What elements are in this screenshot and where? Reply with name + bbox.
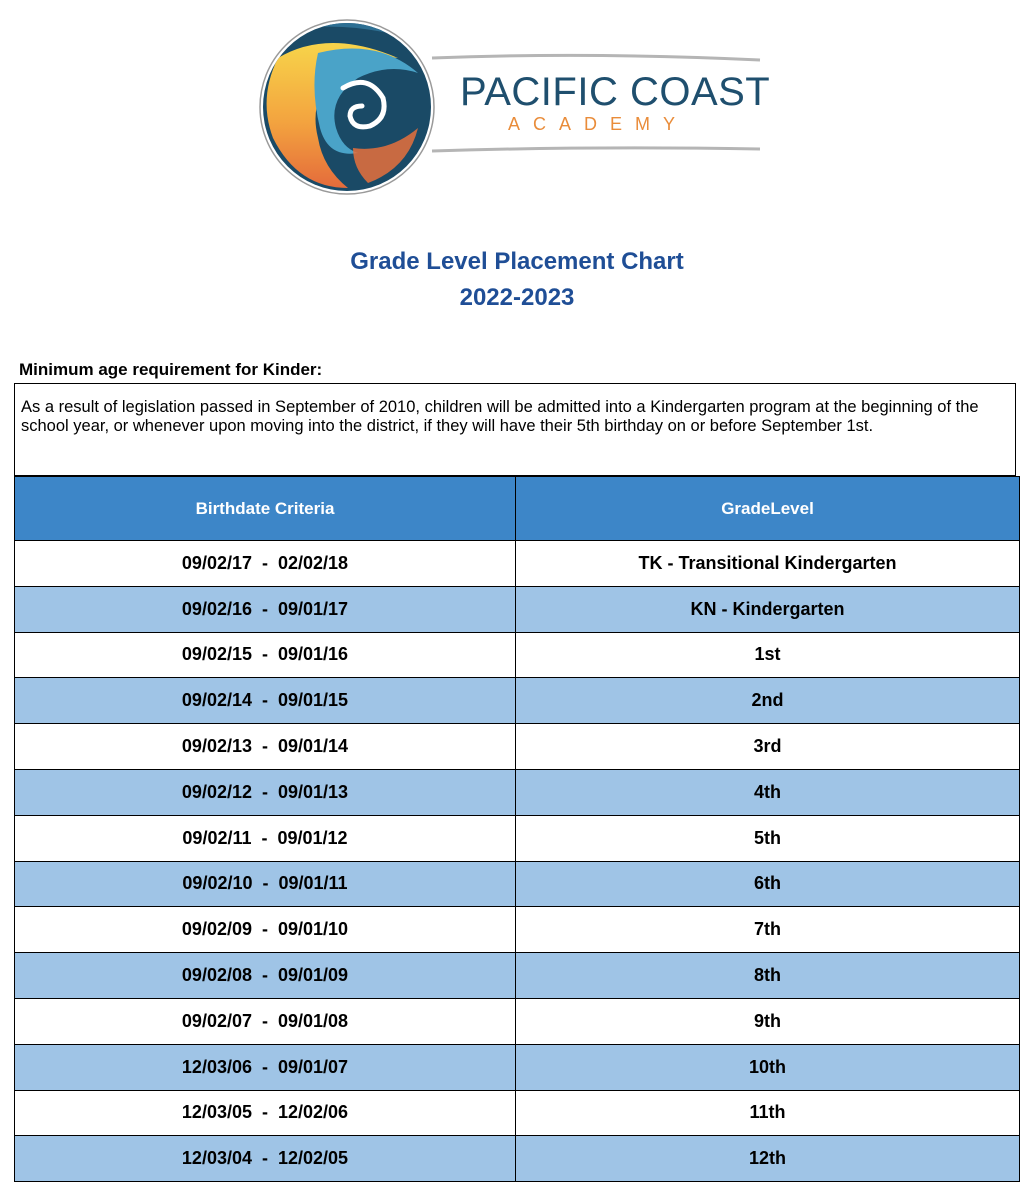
kinder-requirement-text: As a result of legislation passed in September of 2010, children will be admitted into a Kindergarten program at the beginning of the school year, or whenever upon moving into the district, if they will have their 5th birthday on or before September 1st. [14,383,1016,476]
birthdate-range: 09/02/09 - 09/01/10 [15,907,516,953]
table-row [15,1136,1020,1182]
kinder-requirement-label: Minimum age requirement for Kinder: [19,360,323,379]
birthdate-range: 09/02/17 - 02/02/18 [15,541,516,587]
grade-level: 2nd [516,678,1020,724]
grade-level: 5th [516,815,1020,861]
grade-level: 6th [516,861,1020,907]
grade-level: 1st [516,632,1020,678]
birthdate-range: 09/02/16 - 09/01/17 [15,586,516,632]
birthdate-range: 12/03/04 - 12/02/05 [15,1136,516,1182]
table-row [15,815,1020,861]
grade-level: KN - Kindergarten [516,586,1020,632]
grade-level: TK - Transitional Kindergarten [516,541,1020,587]
page-title: Grade Level Placement Chart [350,248,684,275]
birthdate-range: 09/02/14 - 09/01/15 [15,678,516,724]
birthdate-range: 12/03/06 - 09/01/07 [15,1044,516,1090]
header-birthdate-criteria: Birthdate Criteria [15,477,516,541]
table-row [15,678,1020,724]
birthdate-range: 09/02/07 - 09/01/08 [15,998,516,1044]
table-row [15,769,1020,815]
table-header-row [15,477,1020,541]
birthdate-range: 12/03/05 - 12/02/06 [15,1090,516,1136]
table-row [15,907,1020,953]
logo-subtitle: ACADEMY [508,114,689,134]
header-grade-level: GradeLevel [516,477,1020,541]
birthdate-range: 09/02/13 - 09/01/14 [15,724,516,770]
birthdate-range: 09/02/11 - 09/01/12 [15,815,516,861]
birthdate-range: 09/02/10 - 09/01/11 [15,861,516,907]
school-year: 2022-2023 [459,284,575,311]
table-row [15,632,1020,678]
wave-seal-icon [258,18,436,196]
table-row [15,861,1020,907]
table-row [15,1090,1020,1136]
grade-level: 7th [516,907,1020,953]
table-row [15,998,1020,1044]
grade-level: 10th [516,1044,1020,1090]
grade-level: 4th [516,769,1020,815]
table-row [15,724,1020,770]
birthdate-range: 09/02/08 - 09/01/09 [15,953,516,999]
logo-name: PACIFIC COAST [460,70,771,114]
placement-table [14,476,1020,1182]
table-row [15,541,1020,587]
grade-level: 8th [516,953,1020,999]
grade-level: 12th [516,1136,1020,1182]
table-row [15,953,1020,999]
table-row [15,1044,1020,1090]
school-logo [258,18,771,200]
grade-level: 11th [516,1090,1020,1136]
birthdate-range: 09/02/12 - 09/01/13 [15,769,516,815]
grade-level: 3rd [516,724,1020,770]
grade-level: 9th [516,998,1020,1044]
table-row [15,586,1020,632]
birthdate-range: 09/02/15 - 09/01/16 [15,632,516,678]
logo-wordmark [430,18,771,200]
